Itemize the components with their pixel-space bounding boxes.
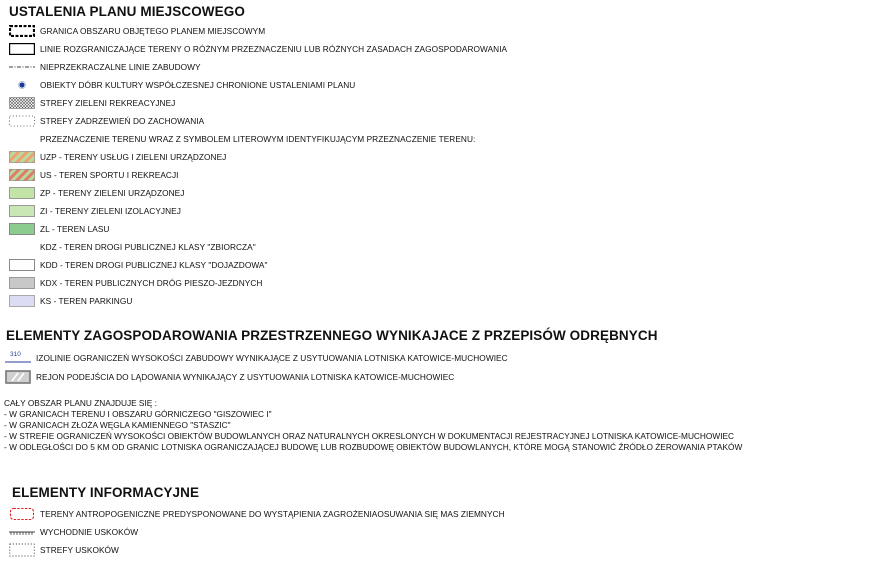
legend-row-linie <box>9 41 507 57</box>
legend-row-ks <box>9 293 132 309</box>
legend-label: ZP - TERENY ZIELENI URZĄDZONEJ <box>40 188 185 198</box>
dash-dot-line-icon <box>9 61 35 73</box>
dotted-box-black-icon <box>9 544 35 556</box>
stripe-orange-green-icon <box>9 151 35 163</box>
section-title-ustalenia: USTALENIA PLANU MIEJSCOWEGO <box>9 4 245 19</box>
legend-row-kdz <box>9 239 256 255</box>
red-dashed-area-icon <box>9 508 35 520</box>
legend-row-uzp <box>9 149 226 165</box>
legend-label: ZI - TERENY ZIELENI IZOLACYJNEJ <box>40 206 181 216</box>
legend-row-zl <box>9 221 109 237</box>
legend-label: REJON PODEJŚCIA DO LĄDOWANIA WYNIKAJĄCY Z USYTUOWANIA LOTNISKA KATOWICE-MUCHOWIEC <box>36 372 455 382</box>
legend-row-tereny-antropogeniczne <box>9 506 505 522</box>
legend-label: GRANICA OBSZARU OBJĘTEGO PLANEM MIEJSCOWYM <box>40 26 266 36</box>
solid-border-icon <box>9 43 35 55</box>
legend-label: STREFY ZADRZEWIEŃ DO ZACHOWANIA <box>40 116 205 126</box>
contour-310-icon <box>5 352 31 364</box>
note-header: CAŁY OBSZAR PLANU ZNAJDUJE SIĘ : <box>4 398 157 408</box>
dot-icon <box>9 79 35 91</box>
legend-label: KS - TEREN PARKINGU <box>40 296 133 306</box>
legend-row-zp <box>9 185 184 201</box>
legend-label: US - TEREN SPORTU I REKREACJI <box>40 170 179 180</box>
legend-label: STREFY USKOKÓW <box>40 545 119 555</box>
approach-zone-icon <box>5 371 31 383</box>
swatch-white-icon <box>9 259 35 271</box>
crosshatch-icon <box>9 97 35 109</box>
swatch-lightgreen-icon <box>9 205 35 217</box>
legend-label: TERENY ANTROPOGENICZNE PREDYSPONOWANE DO WYSTĄPIENIA ZAGROŻENIAOSUWANIA SIĘ MAS ZIEMNYCH <box>40 509 505 519</box>
legend-row-granica <box>9 23 265 39</box>
legend-row-strefy-uskokow <box>9 542 119 558</box>
legend-label: LINIE ROZGRANICZAJĄCE TERENY O RÓŻNYM PRZEZNACZENIU LUB RÓŻNYCH ZASADACH ZAGOSPODAROWANIA <box>40 44 508 54</box>
legend-label: STREFY ZIELENI REKREACYJNEJ <box>40 98 176 108</box>
note-item: - W GRANICACH ZŁOŻA WĘGLA KAMIENNEGO "STASZIC" <box>4 420 231 430</box>
legend-label: PRZEZNACZENIE TERENU WRAZ Z SYMBOLEM LITEROWYM IDENTYFIKUJĄCYM PRZEZNACZENIE TERENU: <box>40 134 476 144</box>
legend-label: NIEPRZEKRACZALNE LINIE ZABUDOWY <box>40 62 201 72</box>
hatched-line-icon <box>9 526 35 538</box>
legend-label: KDZ - TEREN DROGI PUBLICZNEJ KLASY "ZBIORCZA" <box>40 242 256 252</box>
contour-value: 310 <box>10 351 21 358</box>
legend-label: KDD - TEREN DROGI PUBLICZNEJ KLASY "DOJAZDOWA" <box>40 260 268 270</box>
note-item: - W ODLEGŁOŚCI DO 5 KM OD GRANIC LOTNISKA OGRANICZAJĄCEJ BUDOWĘ LUB ROZBUDOWĘ OBIEKTÓW BUDOWLANYCH, KTÓRE MOGĄ STANOWIĆ ŹRÓDŁO ŻEROWANIA PTAKÓW <box>4 442 743 452</box>
swatch-gray-icon <box>9 277 35 289</box>
legend-row-zi <box>9 203 181 219</box>
section-title-elementy-zagospodarowania: ELEMENTY ZAGOSPODAROWANIA PRZESTRZENNEGO WYNIKAJACE Z PRZEPISÓW ODRĘBNYCH <box>6 328 658 343</box>
legend-label: UZP - TERENY USŁUG I ZIELENI URZĄDZONEJ <box>40 152 227 162</box>
swatch-green-icon <box>9 187 35 199</box>
note-item: - W STREFIE OGRANICZEŃ WYSOKOŚCI OBIEKTÓW BUDOWLANYCH ORAZ NATURALNYCH OKRESLONYCH W DOKUMENTACJI REJESTRACYJNEJ LOTNISKA KATOWICE-MUCHOWIEC <box>4 431 735 441</box>
legend-row-rejon-podejscia <box>5 369 454 385</box>
legend-label: KDX - TEREN PUBLICZNYCH DRÓG PIESZO-JEZDNYCH <box>40 278 263 288</box>
note-item: - W GRANICACH TERENU I OBSZARU GÓRNICZEGO "GISZOWIEC I" <box>4 409 272 419</box>
dotted-box-icon <box>9 115 35 127</box>
legend-label: IZOLINIE OGRANICZEŃ WYSOKOŚCI ZABUDOWY WYNIKAJĄCE Z USYTUOWANIA LOTNISKA KATOWICE-MUCHOWIEC <box>36 353 508 363</box>
stripe-red-green-icon <box>9 169 35 181</box>
legend-label: ZL - TEREN LASU <box>40 224 110 234</box>
dashed-thick-border-icon <box>9 25 35 37</box>
legend-row-obiekty <box>9 77 355 93</box>
section-title-elementy-informacyjne: ELEMENTY INFORMACYJNE <box>12 485 200 500</box>
legend-row-izolinie <box>5 350 508 366</box>
legend-row-us <box>9 167 179 183</box>
legend-row-przeznaczenie <box>9 131 475 147</box>
legend-row-kdd <box>9 257 267 273</box>
legend-label: WYCHODNIE USKOKÓW <box>40 527 139 537</box>
swatch-lavender-icon <box>9 295 35 307</box>
legend-row-linie-zabudowy <box>9 59 201 75</box>
legend-row-wychodnie <box>9 524 138 540</box>
swatch-darkgreen-icon <box>9 223 35 235</box>
legend-row-kdx <box>9 275 262 291</box>
legend-row-zadrzewienia <box>9 113 204 129</box>
legend-row-strefy-zieleni <box>9 95 175 111</box>
legend-label: OBIEKTY DÓBR KULTURY WSPÓŁCZESNEJ CHRONIONE USTALENIAMI PLANU <box>40 80 356 90</box>
